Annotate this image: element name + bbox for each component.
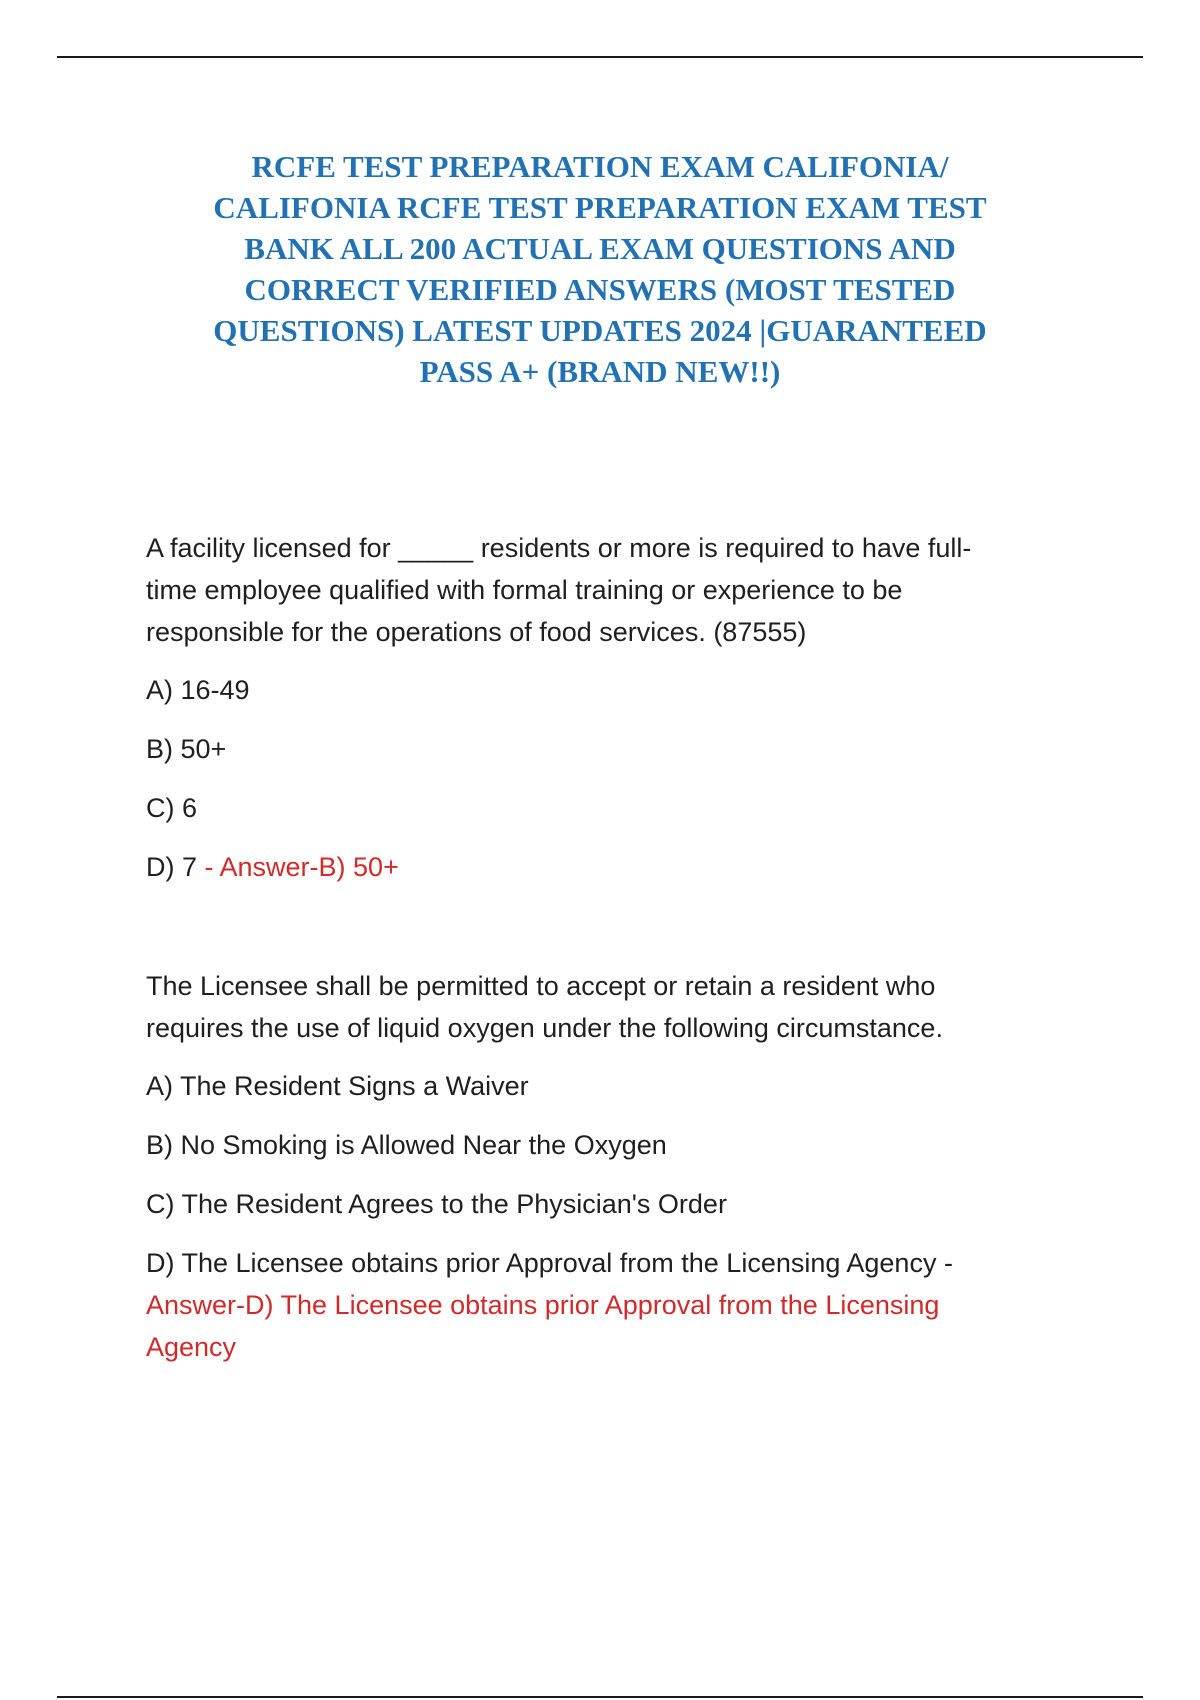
option-d: D) The Licensee obtains prior Approval from the Licensing Agency - [146,1248,953,1278]
top-rule [57,56,1143,58]
bottom-rule [57,1696,1143,1698]
stem-line: time employee qualified with formal training or experience to be [146,575,903,605]
title-line: PASS A+ (BRAND NEW!!) [419,354,781,389]
stem-line: requires the use of liquid oxygen under the following circumstance. [146,1013,943,1043]
question-1 [146,527,1086,888]
option-b: B) 50+ [146,734,227,764]
stem-line: A facility licensed for _____ residents or more is required to have full- [146,533,972,563]
question-2 [146,965,1086,1368]
title-line: CALIFONIA RCFE TEST PREPARATION EXAM TEST [213,190,987,225]
option-a: A) The Resident Signs a Waiver [146,1071,529,1101]
answer-text: - Answer-B) 50+ [197,852,399,882]
document-title [150,146,1050,392]
answer-line: Agency [146,1332,237,1362]
stem-line: The Licensee shall be permitted to accept or retain a resident who [146,971,936,1001]
option-d-text: D) 7 [146,852,198,882]
option-a: A) 16-49 [146,675,250,705]
title-line: QUESTIONS) LATEST UPDATES 2024 |GUARANTEED [213,313,987,348]
title-line: BANK ALL 200 ACTUAL EXAM QUESTIONS AND [244,231,956,266]
title-line: CORRECT VERIFIED ANSWERS (MOST TESTED [244,272,956,307]
title-line: RCFE TEST PREPARATION EXAM CALIFONIA/ [251,149,949,184]
option-c: C) 6 [146,793,198,823]
question-stem [146,965,1086,1049]
option-c: C) The Resident Agrees to the Physician's Order [146,1189,727,1219]
option-d [146,846,1086,888]
answer-text [146,1284,1086,1368]
option-b: B) No Smoking is Allowed Near the Oxygen [146,1130,667,1160]
question-stem [146,527,1086,653]
stem-line: responsible for the operations of food services. (87555) [146,617,807,647]
answer-line: Answer-D) The Licensee obtains prior Approval from the Licensing [146,1290,940,1320]
